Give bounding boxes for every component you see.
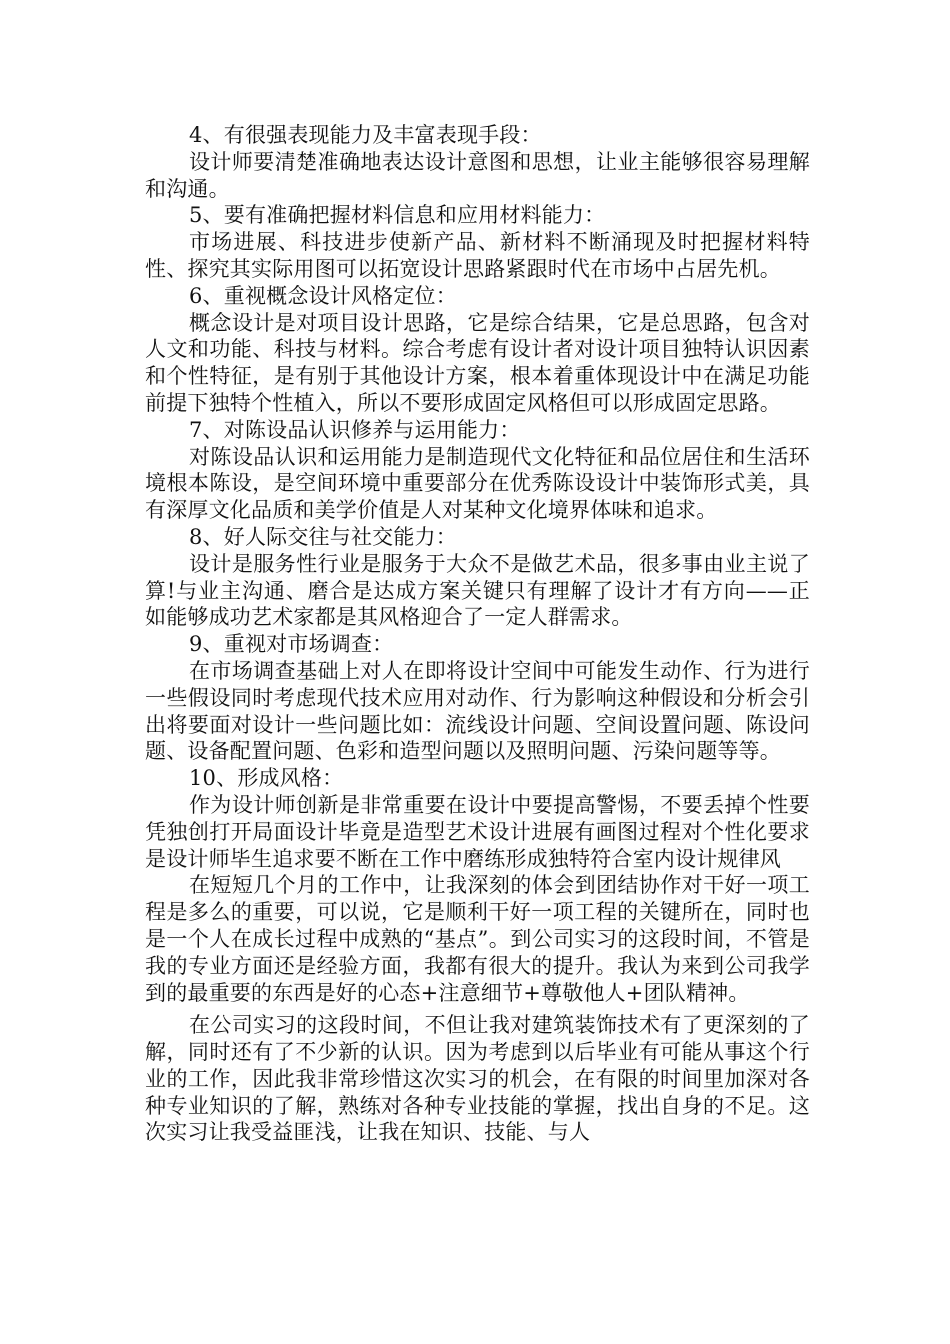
section-heading-7: 7、对陈设品认识修养与运用能力： — [189, 417, 521, 442]
paragraph: 在市场调查基础上对人在即将设计空间中可能发生动作、行为进行一些假设同时考虑现代技术应用对动作、行为影响这种假设和分析会引出将要面对设计一些问题比如：流线设计问题、空间设置问题、陈设问题、设备配置问题、色彩和造型问题以及照明问题、污染问题等等。 — [145, 658, 810, 764]
paragraph: 市场进展、科技进步使新产品、新材料不断涌现及时把握材料特性、探究其实际用图可以拓宽设计思路紧跟时代在市场中占居先机。 — [145, 230, 810, 281]
section-heading-5: 5、要有准确把握材料信息和应用材料能力： — [189, 203, 606, 228]
section-heading-6: 6、重视概念设计风格定位： — [189, 283, 457, 308]
section-heading-10: 10、形成风格： — [189, 766, 344, 791]
section-heading-4: 4、有很强表现能力及丰富表现手段： — [189, 123, 542, 147]
section-heading-9: 9、重视对市场调查： — [189, 632, 394, 657]
paragraph: 设计是服务性行业是服务于大众不是做艺术品，很多事由业主说了算!与业主沟通、磨合是达成方案关键只有理解了设计才有方向——正如能够成功艺术家都是其风格迎合了一定人群需求。 — [145, 551, 810, 630]
paragraph: 设计师要清楚准确地表达设计意图和思想，让业主能够很容易理解和沟通。 — [145, 149, 810, 201]
paragraph: 在短短几个月的工作中，让我深刻的体会到团结协作对干好一项工程是多么的重要，可以说，它是顺利干好一项工程的关键所在，同时也是一个人在成长过程中成熟的“基点”。到公司实习的这段时间，不管是我的专业方面还是经验方面，我都有很大的提升。我认为来到公司我学到的最重要的东西是好的心态+注意细节+尊敬他人+团队精神。 — [145, 873, 810, 1005]
document-body — [145, 122, 810, 1146]
paragraph: 在公司实习的这段时间，不但让我对建筑装饰技术有了更深刻的了解，同时还有了不少新的认识。因为考虑到以后毕业有可能从事这个行业的工作，因此我非常珍惜这次实习的机会，在有限的时间里加深对各种专业知识的了解，熟练对各种专业技能的掌握，找出自身的不足。这次实习让我受益匪浅，让我在知识、技能、与人 — [145, 1013, 810, 1145]
paragraph: 作为设计师创新是非常重要在设计中要提高警惕，不要丢掉个性要凭独创打开局面设计毕竟是造型艺术设计进展有画图过程对个性化要求是设计师毕生追求要不断在工作中磨练形成独特符合室内设计规律风 — [145, 792, 810, 871]
section-heading-8: 8、好人际交往与社交能力： — [189, 524, 457, 549]
paragraph: 概念设计是对项目设计思路，它是综合结果，它是总思路，包含对人文和功能、科技与材料。综合考虑有设计者对设计项目独特认识因素和个性特征，是有别于其他设计方案，根本着重体现设计中在满足功能前提下独特个性植入，所以不要形成固定风格但可以形成固定思路。 — [145, 310, 810, 415]
paragraph: 对陈设品认识和运用能力是制造现代文化特征和品位居住和生活环境根本陈设，是空间环境中重要部分在优秀陈设设计中装饰形式美，具有深厚文化品质和美学价值是人对某种文化境界体味和追求。 — [145, 444, 810, 523]
